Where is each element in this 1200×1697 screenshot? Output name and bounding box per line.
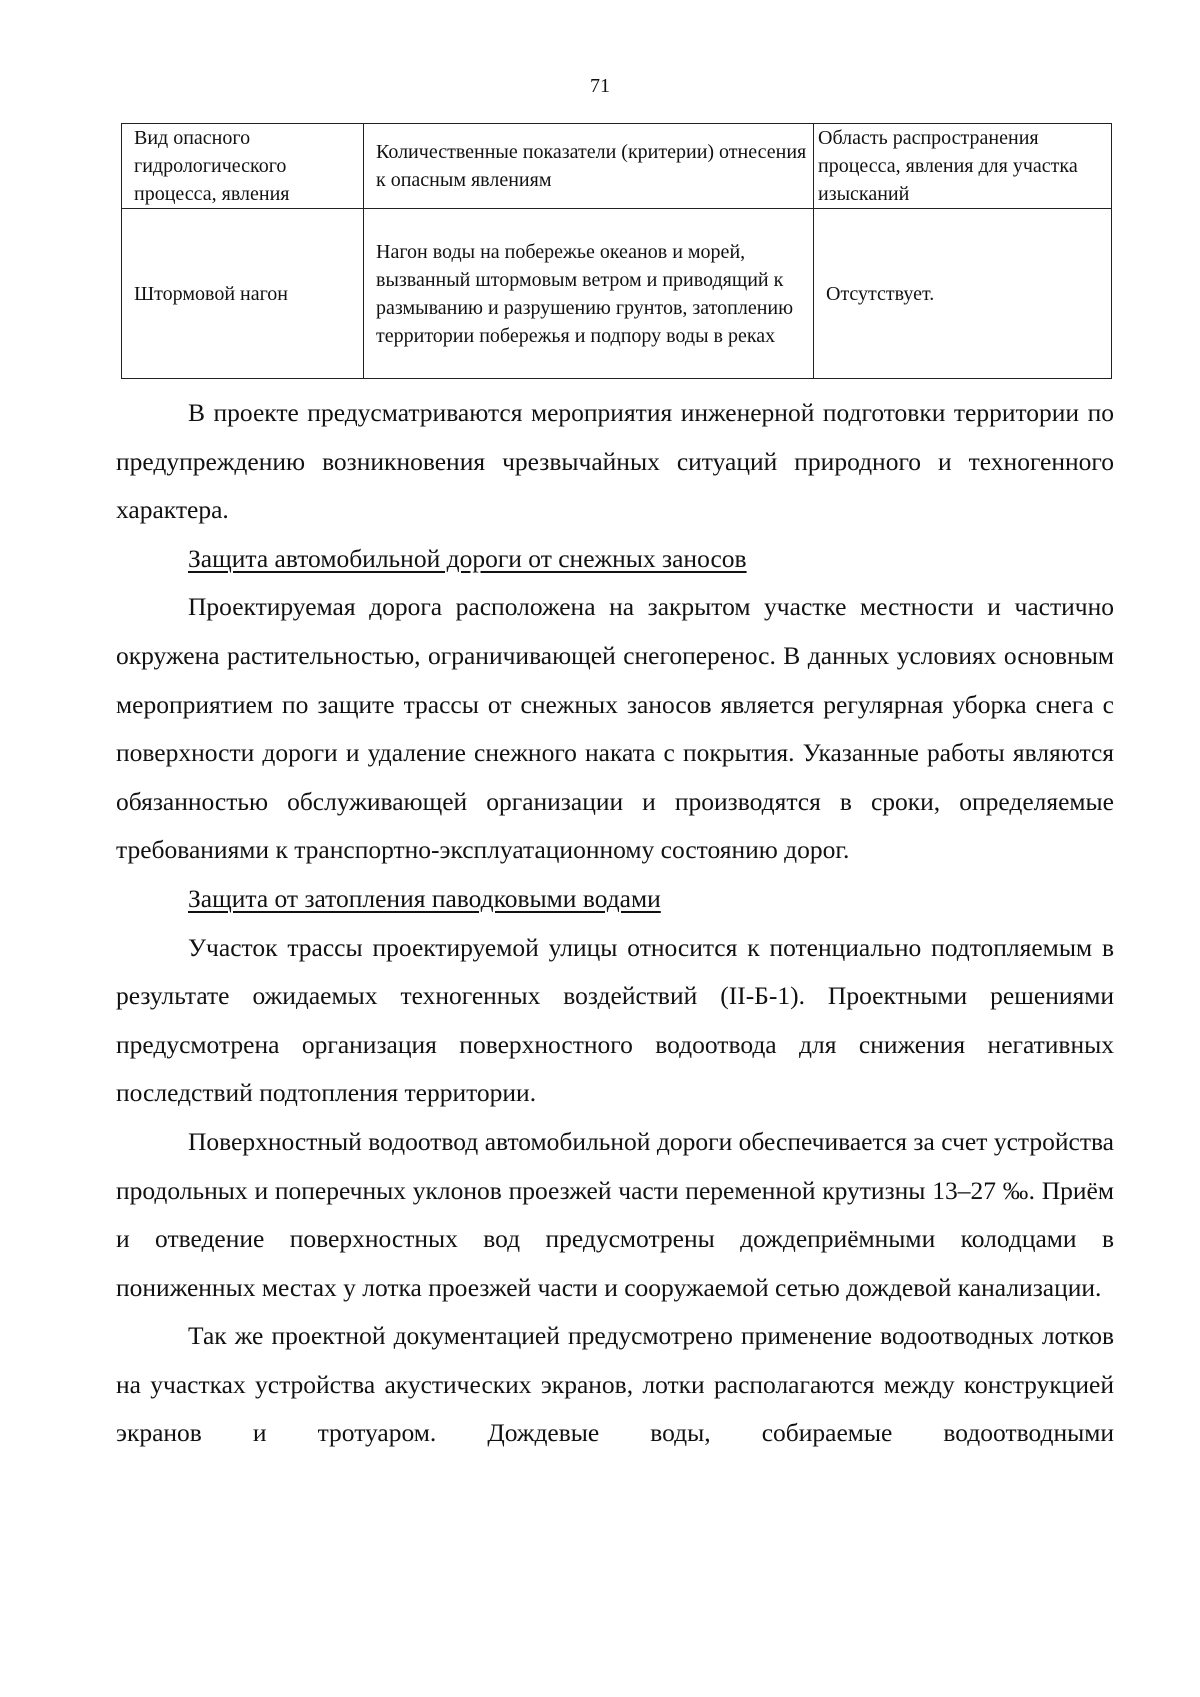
hazard-table [121, 123, 1112, 379]
header-area: Область распространения процесса, явления для участка изысканий [818, 127, 1078, 205]
snow-paragraph: Проектируемая дорога расположена на закрытом участке местности и частично окружена растительностью, ограничивающей снегоперенос. В данных условиях основным мероприятием по защите трассы от снежных заносов является регулярная уборка снега с поверхности дороги и удаление снежного наката с покрытия. Указанные работы являются обязанностью обслуживающей организации и производятся в сроки, определяемые требованиями к транспортно-эксплуатационному состоянию дорог. [116, 592, 1114, 865]
table-header-cell [364, 124, 814, 209]
table-header-cell [814, 124, 1112, 209]
table-header-row [122, 124, 1112, 209]
intro-paragraph: В проекте предусматриваются мероприятия инженерной подготовки территории по предупреждению возникновения чрезвычайных ситуаций природного и техногенного характера. [116, 398, 1114, 525]
header-criteria: Количественные показатели (критерии) отнесения к опасным явлениям [376, 141, 807, 191]
body-text [116, 389, 1114, 1458]
flood-paragraph: Участок трассы проектируемой улицы относится к потенциально подтопляемым в результате ожидаемых техногенных воздействий (II-Б-1). Проектными решениями предусмотрена организация поверхностного водоотвода для снижения негативных последствий подтопления территории. [116, 932, 1114, 1108]
table-cell [364, 209, 814, 379]
table-header-cell [122, 124, 364, 209]
table-cell [814, 209, 1112, 379]
cell-criteria: Нагон воды на побережье океанов и морей, вызванный штормовым ветром и приводящий к размыванию и разрушению грунтов, затоплению территории побережья и подпору воды в реках [376, 240, 794, 347]
header-hazard-type: Вид опасного гидрологического процесса, явления [134, 127, 290, 205]
trays-paragraph: Так же проектной документацией предусмотрено применение водоотводных лотков на участках устройства акустических экранов, лотки располагаются между конструкцией экранов и тротуаром. Дождевые воды, собираемые водоотводными [116, 1321, 1114, 1448]
cell-hazard: Штормовой нагон [134, 282, 289, 305]
table-cell [122, 209, 364, 379]
cell-area: Отсутствует. [826, 282, 935, 305]
table-row [122, 209, 1112, 379]
page-number: 71 [590, 75, 610, 97]
drainage-paragraph: Поверхностный водоотвод автомобильной дороги обеспечивается за счет устройства продольных и поперечных уклонов проезжей части переменной крутизны 13–27 ‰. Приём и отведение поверхностных вод предусмотрены дождеприёмными колодцами в пониженных местах у лотка проезжей части и сооружаемой сетью дождевой канализации. [116, 1126, 1114, 1302]
heading-flood-protection: Защита от затопления паводковыми водами [188, 883, 661, 913]
heading-snow-protection: Защита автомобильной дороги от снежных заносов [188, 543, 747, 573]
